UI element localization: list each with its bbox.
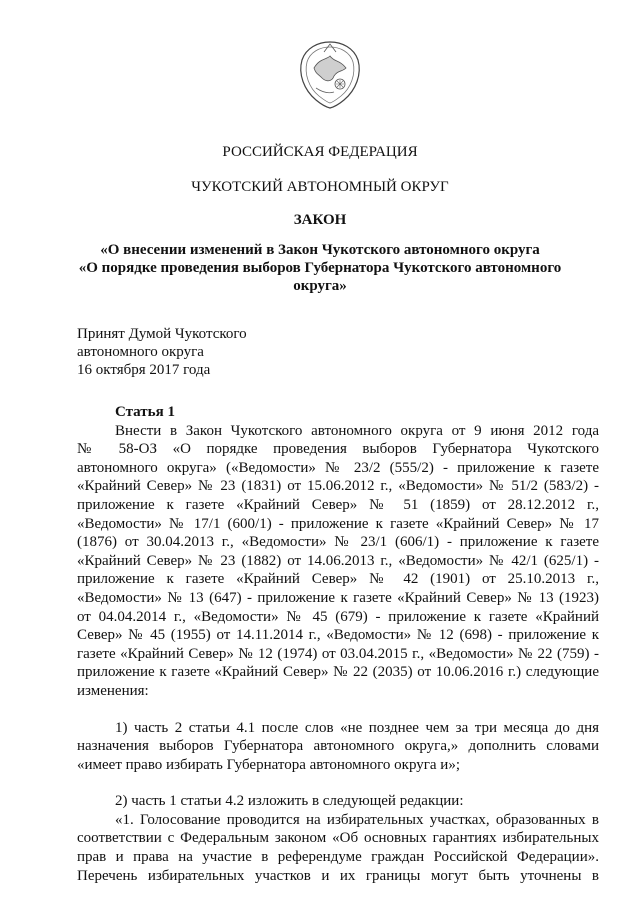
body-line: № 58-ОЗ «О порядке проведения выборов Губернатора Чукотского [77, 441, 599, 458]
body-line: приложение к газете «Крайний Север» № 22 (2035) от 10.06.2016 г.) следующие [77, 664, 599, 681]
body-line: изменения: [77, 682, 149, 699]
body-line: (1876) от 30.04.2013 г., «Ведомости» № 23/1 (606/1) - приложение к газете [77, 534, 599, 551]
body-line: Север» № 45 (1955) от 14.11.2014 г., «Ведомости» № 12 (698) - приложение к [77, 627, 599, 644]
body-line: «Ведомости» № 17/1 (600/1) - приложение к газете «Крайний Север» № 17 [77, 515, 599, 532]
body-line: от 04.04.2014 г., «Ведомости» № 45 (679) - приложение к газете «Крайний [77, 608, 599, 625]
region-heading: ЧУКОТСКИЙ АВТОНОМНЫЙ ОКРУГ [191, 179, 449, 195]
body-line: «1. Голосование проводится на избирательных участках, образованных в [115, 811, 599, 828]
article-body [77, 403, 599, 885]
adoption-line: автономного округа [77, 344, 204, 360]
body-line: «Ведомости» № 13 (647) - приложение к газете «Крайний Север» № 13 (1923) [77, 589, 599, 606]
law-title-line: округа» [293, 278, 347, 294]
body-line: приложение к газете «Крайний Север» № 42 (1901) от 25.10.2013 г., [77, 571, 599, 588]
document-type: ЗАКОН [293, 212, 347, 228]
article-heading: Статья 1 [115, 404, 175, 420]
body-line: 2) часть 1 статьи 4.2 изложить в следующей редакции: [115, 793, 464, 810]
body-line: газете «Крайний Север» № 12 (1974) от 03.04.2015 г., «Ведомости» № 22 (759) - [77, 645, 599, 662]
body-line: Внести в Закон Чукотского автономного округа от 9 июня 2012 года [115, 422, 599, 439]
adoption-line: Принят Думой Чукотского [77, 326, 247, 342]
adoption-line: 16 октября 2017 года [77, 362, 211, 378]
law-title-line: «О порядке проведения выборов Губернатора Чукотского автономного [78, 260, 562, 276]
body-line: Перечень избирательных участков и их границы могут быть уточнены в [77, 867, 599, 884]
body-line: 1) часть 2 статьи 4.1 после слов «не позднее чем за три месяца до дня [115, 719, 599, 736]
body-line: «Крайний Север» № 23 (1882) от 14.06.2013 г., «Ведомости» № 42/1 (625/1) - [77, 552, 599, 569]
body-line: «Крайний Север» № 23 (1831) от 15.06.2012 г., «Ведомости» № 51/2 (583/2) - [77, 478, 599, 495]
body-line: прав и права на участие в референдуме граждан Российской Федерации». [77, 849, 599, 866]
body-line: соответствии с Федеральным законом «Об основных гарантиях избирательных [77, 830, 599, 847]
amendment-item-2 [77, 792, 599, 885]
body-line: назначения выборов Губернатора автономного округа,» дополнить словами [77, 738, 599, 755]
law-title-line: «О внесении изменений в Закон Чукотского автономного округа [100, 242, 540, 258]
coat-of-arms-emblem [296, 38, 364, 110]
body-line: приложение к газете «Крайний Север» № 51 (1859) от 28.12.2012 г., [77, 496, 599, 513]
article-intro [77, 422, 599, 701]
body-line: «имеет право избирать Губернатора автономного округа и»; [77, 756, 460, 773]
adoption-note [77, 325, 247, 379]
country-heading: РОССИЙСКАЯ ФЕДЕРАЦИЯ [222, 144, 418, 160]
body-line: автономного округа» («Ведомости» № 23/2 (555/2) - приложение к газете [77, 459, 599, 476]
law-title [0, 241, 640, 295]
amendment-item-1 [77, 719, 599, 775]
